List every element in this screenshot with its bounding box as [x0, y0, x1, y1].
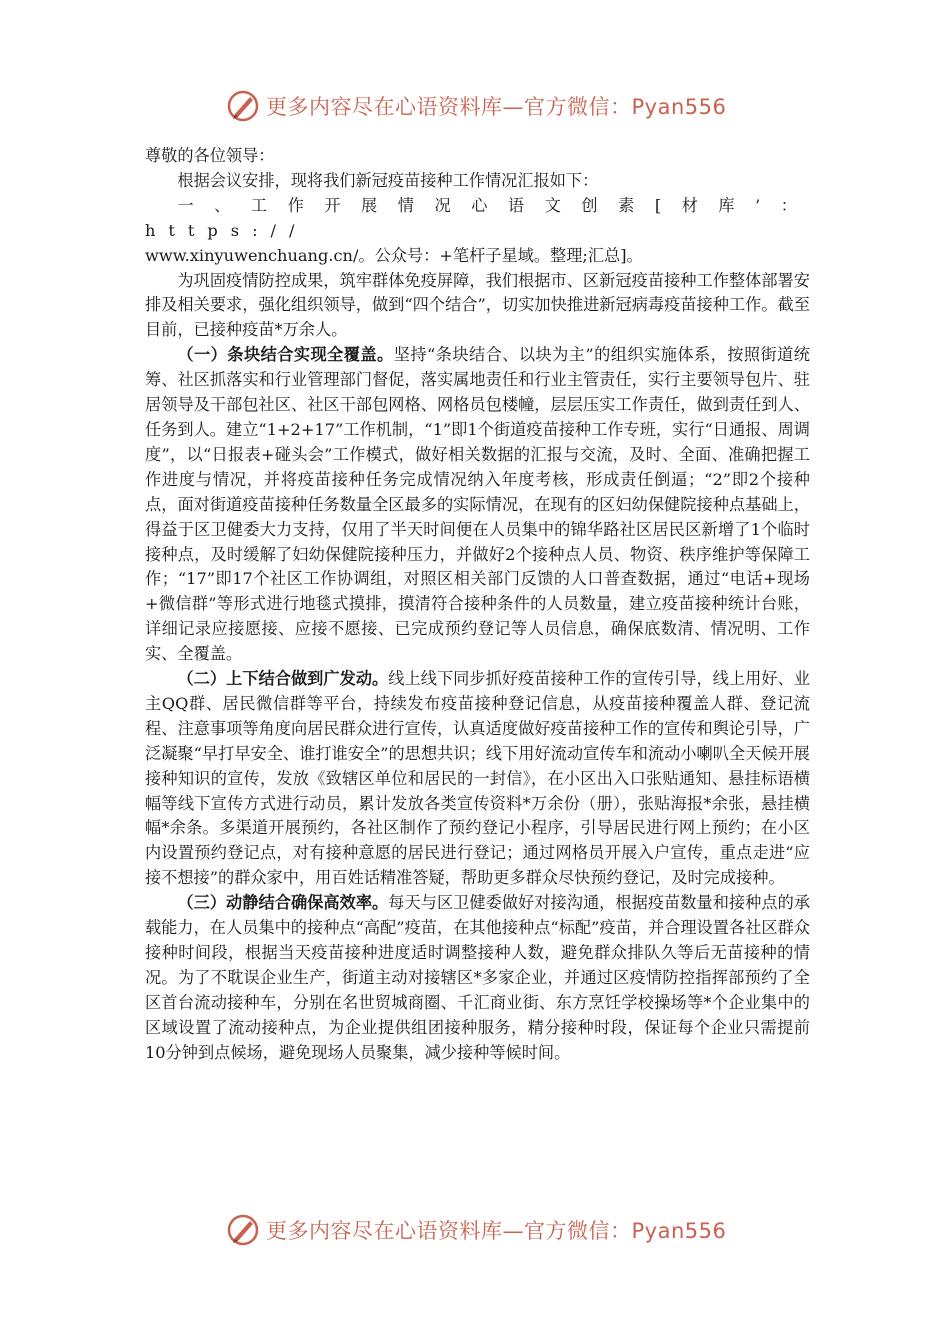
- watermark-text: 更多内容尽在心语资料库—官方微信：Pyan556: [266, 1219, 727, 1243]
- paragraph-1-title: （一）条块结合实现全覆盖。: [177, 345, 394, 365]
- intro-paragraph: 根据会议安排，现将我们新冠疫苗接种工作情况汇报如下：: [177, 170, 599, 190]
- paragraph-1-body: 坚持“条块结合、以块为主”的组织实施体系，按照街道统筹、社区抓落实和行业管理部门督促，落实属地责任和行业主管责任，实行主要领导包片、驻居领导及干部包社区、社区干部包网格、网格员包楼幢，层层压实工作责任，做到责任到人、任务到人。建立“1+2+17”工作机制，“1”即1个街道疫苗接种工作专班，实行“日通报、周调度”，以“日报表+碰头会”工作模式，做好相关数据的汇报与交流，及时、全面、准确把握工作进度与情况，并将疫苗接种任务完成情况纳入年度考核，形成责任倒逼；“2”即2个接种点，面对街道疫苗接种任务数量全区最多的实际情况，在现有的区妇幼保健院接种点基础上，得益于区卫健委大力支持，仅用了半天时间便在人员集中的锦华路社区居民区新增了1个临时接种点，及时缓解了妇幼保健院接种压力，并做好2个接种点人员、物资、秩序维护等保障工作；“17”即17个社区工作协调组，对照区相关部门反馈的人口普查数据，通过“电话+现场+微信群”等形式进行地毯式摸排，摸清符合接种条件的人员数量，建立疫苗接种统计台账，详细记录应接愿接、应接不愿接、已完成预约登记等人员信息，确保底数清、情况明、工作实、全覆盖。: [145, 345, 810, 664]
- overview-paragraph: 为巩固疫情防控成果，筑牢群体免疫屏障，我们根据市、区新冠疫苗接种工作整体部署安排及相关要求，强化组织领导，做到“四个结合”，切实加快推进新冠病毒疫苗接种工作。截至目前，已接种疫苗*万余人。: [145, 270, 810, 340]
- section-heading: 一、工作开展情况心语文创素[材库’：https://: [145, 195, 810, 240]
- watermark-footer: [226, 1210, 726, 1250]
- pen-logo-icon: [226, 89, 260, 123]
- paragraph-2-body: 线上线下同步抓好疫苗接种工作的宣传引导，线上用好、业主QQ群、居民微信群等平台，持续发布疫苗接种登记信息，从疫苗接种覆盖人群、登记流程、注意事项等角度向居民群众进行宣传，认真适度做好疫苗接种工作的宣传和舆论引导，广泛凝聚“早打早安全、谁打谁安全”的思想共识；线下用好流动宣传车和流动小喇叭全天候开展接种知识的宣传，发放《致辖区单位和居民的一封信》，在小区出入口张贴通知、悬挂标语横幅等线下宣传方式进行动员，累计发放各类宣传资料*万余份（册），张贴海报*余张，悬挂横幅*余条。多渠道开展预约，各社区制作了预约登记小程序，引导居民进行网上预约；在小区内设置预约登记点，对有接种意愿的居民进行登记；通过网格员开展入户宣传，重点走进“应接不想接”的群众家中，用百姓话精准答疑，帮助更多群众尽快预约登记，及时完成接种。: [145, 669, 811, 888]
- paragraph-3: [145, 891, 810, 1065]
- watermark-header: [226, 86, 726, 126]
- watermark-text: 更多内容尽在心语资料库—官方微信：Pyan556: [266, 95, 727, 119]
- paragraph-3-title: （三）动静结合确保高效率。: [177, 893, 389, 913]
- pen-logo-icon: [226, 1213, 260, 1247]
- paragraph-1: [145, 343, 810, 667]
- paragraph-2-title: （二）上下结合做到广发动。: [177, 669, 389, 689]
- paragraph-2: [145, 667, 810, 891]
- paragraph-3-body: 每天与区卫健委做好对接沟通，根据疫苗数量和接种点的承载能力，在人员集中的接种点“高配”疫苗，在其他接种点“标配”疫苗，并合理设置各社区群众接种时间段，根据当天疫苗接种进度适时调整接种人数，避免群众排队久等后无苗接种的情况。为了不耽误企业生产，街道主动对接辖区*多家企业，并通过区疫情防控指挥部预约了全区首台流动接种车，分别在名世贸城商圈、千汇商业街、东方烹饪学校操场等*个企业集中的区域设置了流动接种点，为企业提供组团接种服务，精分接种时段，保证每个企业只需提前10分钟到点候场，避免现场人员聚集，减少接种等候时间。: [145, 893, 811, 1062]
- document-body: [145, 144, 810, 1066]
- section-heading-continued: www.xinyuwenchuang.cn/。公众号：+笔杆子星域。整理;汇总]。: [145, 245, 643, 265]
- salutation: 尊敬的各位领导：: [145, 146, 275, 165]
